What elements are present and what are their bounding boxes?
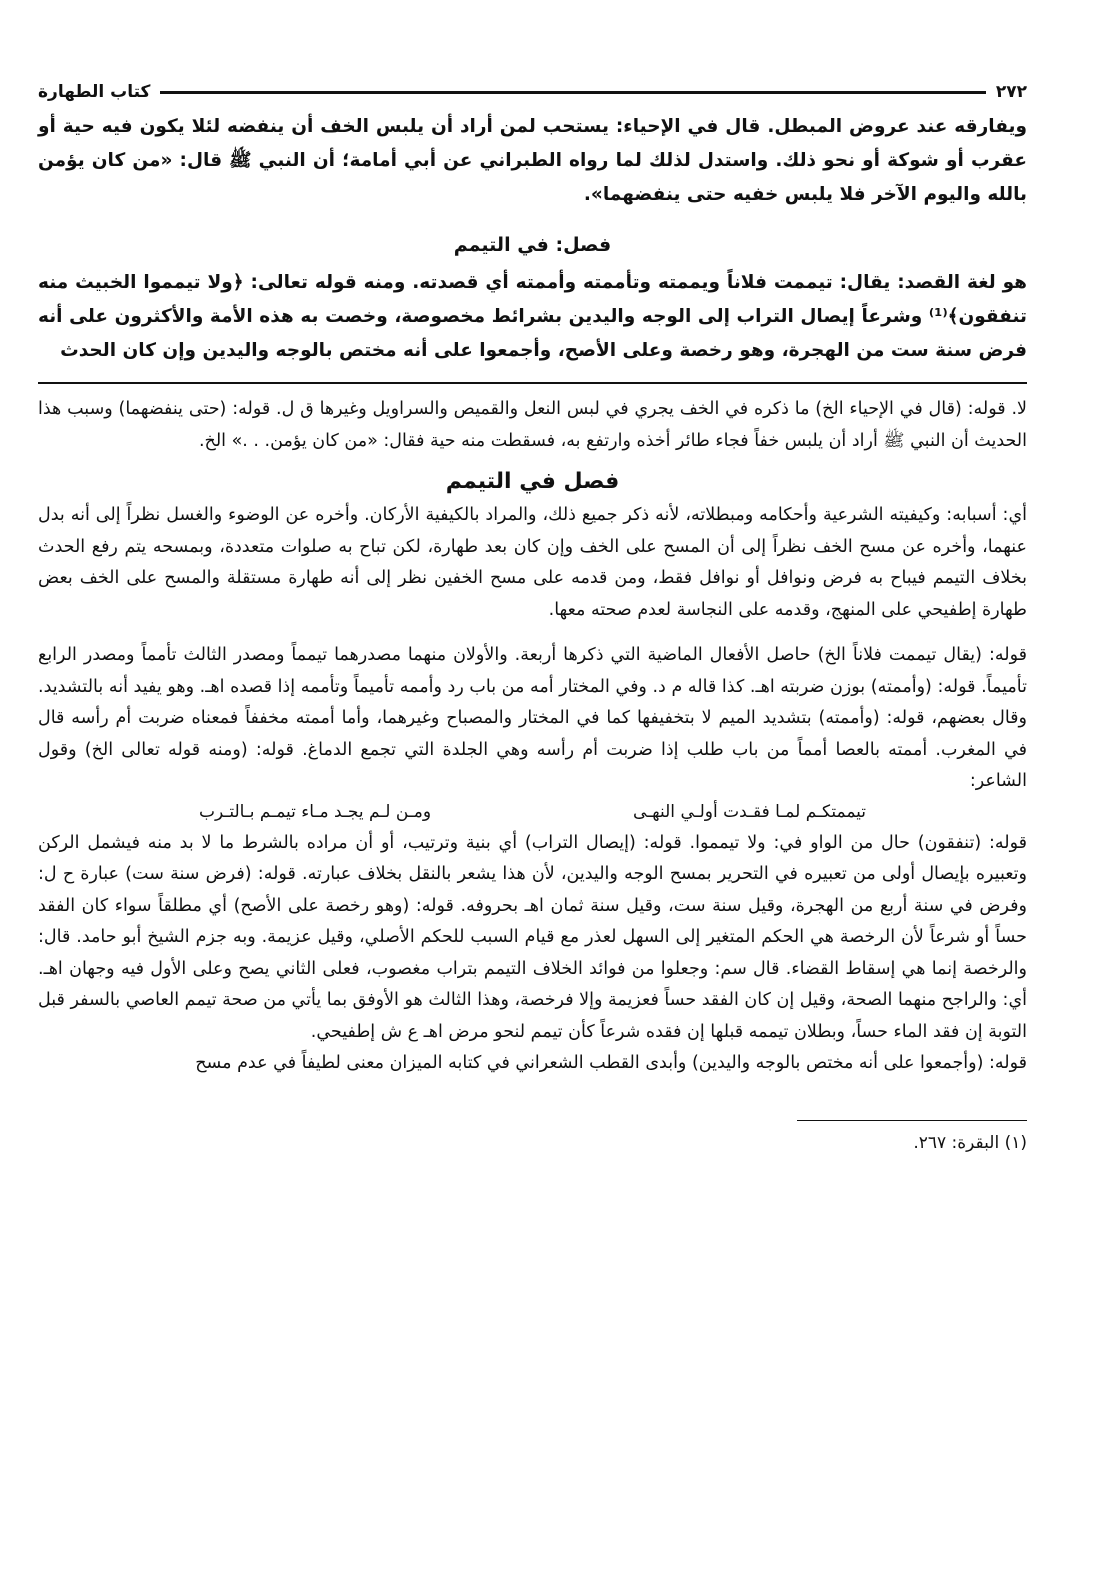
poetry-verse — [98, 802, 967, 822]
verse-second-hemistich: ومـن لـم يجـد مـاء تيمـم بـالتـرب — [198, 801, 432, 822]
verse-first-hemistich: تيممتكـم لمـا فقـدت أولـي النهـى — [633, 801, 867, 822]
section-paragraph: هو لغة القصد: يقال: تيممت فلاناً ويممته وتأممته وأممته أي قصدته. ومنه قوله تعالى: ﴿ولا تيمموا الخبيث منه تنفقون﴾⁽¹⁾ وشرعاً إيصال التراب إلى الوجه واليدين بشرائط مخصوصة، وخصت به هذه الأمة والأكثرون على أنه فرض سنة ست من الهجرة، وهو رخصة وعلى الأصح، وأجمعوا على أنه مختص بالوجه واليدين وإن كان الحدث — [38, 272, 1027, 361]
footnote-separator — [797, 1120, 1027, 1122]
header-rule — [160, 91, 985, 94]
commentary-paragraph: قوله: (وأجمعوا على أنه مختص بالوجه واليدين) وأبدى القطب الشعراني في كتابه الميزان معنى لطيفاً في عدم مسح — [195, 1053, 1027, 1073]
commentary-paragraph: قوله: (تنفقون) حال من الواو في: ولا تيمموا. قوله: (إيصال التراب) أي بنية وترتيب، أو أن مراده بالشرط ما لا بد منه فيشمل الركن وتعبيره بإيصال أولى من تعبيره في التحرير بمسح الوجه واليدين، لأن هذا يشعر بالنقل بخلاف عبارته. قوله: (فرض سنة ست) عبارة ح ل: وفرض في سنة أربع من الهجرة، وقيل سنة ست، وقيل سنة ثمان اهـ بحروفه. قوله: (وهو رخصة على الأصح) أي مطلقاً سواء كان الفقد حساً أو شرعاً لأن الرخصة هي الحكم المتغير إلى السهل لعذر مع قيام السبب للحكم الأصلي، وقيل عزيمة. وبه جزم الشيخ أبو حامد. قال: والرخصة إنما هي إسقاط القضاء. قال سم: وجعلوا من فوائد الخلاف التيمم بتراب مغصوب، فعلى الثاني يصح وعلى الأول فيه وجهان اهـ. أي: والراجح منهما الصحة، وقيل إن كان الفقد حساً فعزيمة وإلا فرخصة، وهذا الثالث هو الأوفق بما يأتي من صحة تيمم العاصي بالسفر قبل التوبة إن فقد الماء حساً، وبطلان تيممه قبلها إن فقده شرعاً كأن تيمم لنحو مرض اهـ ع ش إطفيحي. — [38, 832, 1027, 1042]
section-heading: فصل: في التيمم — [453, 234, 612, 256]
note-paragraph: لا. قوله: (قال في الإحياء الخ) ما ذكره في الخف يجري في لبس النعل والقميص والسراويل وغيرها ق ل. قوله: (حتى ينفضهما) وسبب هذا الحديث أن النبي ﷺ أراد أن يلبس خفاً فجاء طائر أخذه وارتفع به، فسقطت منه حية فقال: «من كان يؤمن. . .» الخ. — [38, 399, 1027, 451]
book-page — [38, 82, 1027, 1153]
book-title: كتاب الطهارة — [38, 82, 151, 102]
page-number: ٢٧٢ — [995, 82, 1027, 102]
footnote: (١) البقرة: ٢٦٧. — [913, 1133, 1027, 1153]
commentary — [38, 394, 1027, 1080]
page-header — [38, 82, 1027, 102]
notes-separator — [38, 382, 1027, 384]
commentary-heading: فصل في التيمم — [445, 469, 620, 494]
intro-paragraph: ويفارقه عند عروض المبطل. قال في الإحياء: يستحب لمن أراد أن يلبس الخف أن ينفضه لئلا يكون فيه حية أو عقرب أو شوكة أو نحو ذلك. واستدل لذلك لما رواه الطبراني عن أبي أمامة؛ أن النبي ﷺ قال: «من كان يؤمن بالله واليوم الآخر فلا يلبس خفيه حتى ينفضهما». — [38, 116, 1027, 205]
main-text — [38, 110, 1027, 368]
commentary-paragraph: قوله: (يقال تيممت فلاناً الخ) حاصل الأفعال الماضية التي ذكرها أربعة. والأولان منهما مصدرهما تيمماً ومصدر الثالث تأمماً ومصدر الرابع تأميماً. قوله: (وأممته) بوزن ضربته اهـ. كذا قاله م د. وفي المختار أمه من باب رد وأممه تأميماً وتأممه إذا قصده اهـ. وهو يفيد أنه بالتشديد. وقال بعضهم، قوله: (وأممته) بتشديد الميم لا بتخفيفها كما في المختار والمصباح وغيرهما، وأما أممته مخففاً فمعناه ضربت أم رأسه قال في المغرب. أممته بالعصا أمماً من باب طلب إذا ضربت أم رأسه وهي الجلدة التي تجمع الدماغ. قوله: (ومنه قوله تعالى الخ) وقول الشاعر: — [38, 645, 1027, 791]
commentary-paragraph: أي: أسبابه: وكيفيته الشرعية وأحكامه ومبطلاته، لأنه ذكر جميع ذلك، والمراد بالكيفية الأركان. وأخره عن الوضوء والغسل نظراً إلى أنه بدل عنهما، وأخره عن مسح الخف نظراً إلى أن المسح على الخف وإن كان بعد طهارة، لكن تباح به صلوات متعددة، وبمسحه يتم رفع الحدث بخلاف التيمم فيباح به فرض ونوافل أو نوافل فقط، ومن قدمه على مسح الخفين نظر إلى أنه طهارة مستقلة والمسح على الخف بعض طهارة إطفيحي على المنهج، وقدمه على النجاسة لعدم صحته معها. — [38, 505, 1027, 620]
